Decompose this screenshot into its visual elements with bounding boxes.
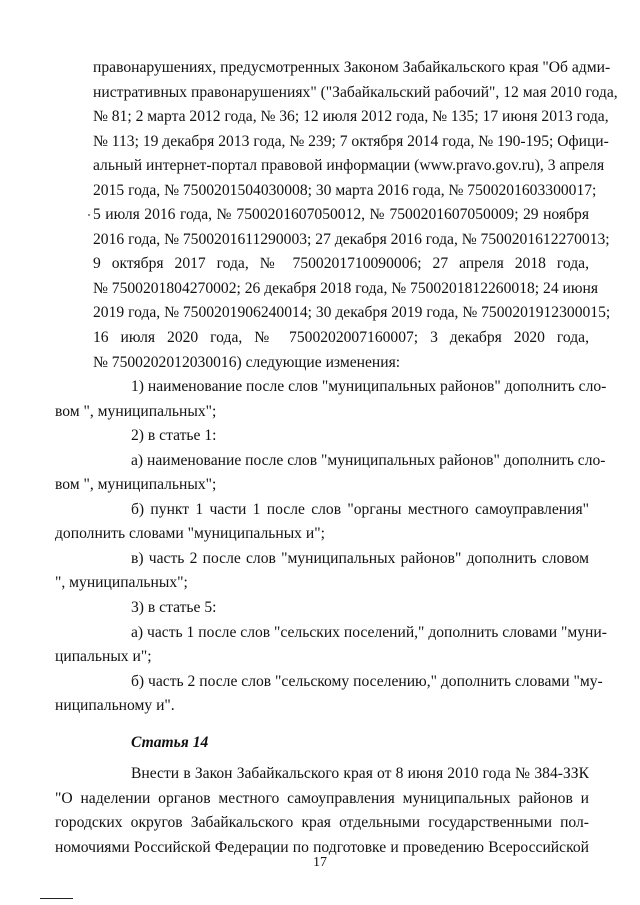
text-line: альный интернет-портал правовой информации (www.pravo.gov.ru), 3 апреля bbox=[93, 157, 605, 175]
text-line: 1) наименование после слов "муниципальных районов" дополнить сло- bbox=[131, 378, 607, 396]
text-line: 5 июля 2016 года, № 7500201607050012, № 7500201607050009; 29 ноября bbox=[93, 206, 589, 224]
paragraph-item-3 bbox=[93, 596, 589, 621]
page-number: 17 bbox=[313, 855, 327, 870]
text-line: вом ", муниципальных"; bbox=[55, 476, 217, 494]
text-line: дополнить словами "муниципальных и"; bbox=[55, 525, 325, 543]
article-heading: Статья 14 bbox=[131, 733, 209, 751]
corner-rule bbox=[40, 898, 73, 899]
text-line: нистративных правонарушениях" ("Забайкальский рабочий", 12 мая 2010 года, bbox=[93, 83, 618, 101]
text-line: 9 октября 2017 года, № 7500201710090006; 27 апреля 2018 года, bbox=[93, 255, 589, 273]
text-line: № 7500201804270002; 26 декабря 2018 года, № 7500201812260018; 24 июня bbox=[93, 279, 599, 297]
text-line: ниципальному и". bbox=[55, 697, 175, 715]
paragraph-item-3b bbox=[55, 670, 603, 719]
text-line: 2016 года, № 7500201611290003; 27 декабря 2016 года, № 7500201612270013; bbox=[93, 230, 610, 248]
paragraph-item-1 bbox=[55, 375, 607, 424]
text-line: 16 июля 2020 года, № 7500202007160007; 3 декабря 2020 года, bbox=[93, 329, 589, 347]
text-line: б) пункт 1 части 1 после слов "органы местного самоуправления" bbox=[131, 500, 589, 518]
scan-speck bbox=[88, 214, 90, 216]
text-line: городских округов Забайкальского края отдельными государственными пол- bbox=[55, 814, 589, 832]
paragraph-article-14 bbox=[55, 762, 589, 860]
paragraph-item-2a bbox=[55, 449, 606, 498]
text-line: в) часть 2 после слов "муниципальных районов" дополнить словом bbox=[131, 549, 589, 567]
text-line: № 7500202012030016) следующие изменения: bbox=[93, 353, 401, 371]
document-body bbox=[55, 56, 618, 861]
text-line: а) часть 1 после слов "сельских поселений," дополнить словами "муни- bbox=[131, 623, 607, 641]
text-line: 2015 года, № 7500201504030008; 30 марта 2016 года, № 7500201603300017; bbox=[93, 181, 597, 199]
paragraph-item-2 bbox=[93, 424, 589, 449]
text-line: 2019 года, № 7500201906240014; 30 декабря 2019 года, № 7500201912300015; bbox=[93, 304, 611, 322]
text-line: № 113; 19 декабря 2013 года, № 239; 7 октября 2014 года, № 190-195; Офици- bbox=[93, 132, 609, 150]
paragraph-item-2c bbox=[55, 547, 589, 596]
text-line: правонарушениях, предусмотренных Законом Забайкальского края "Об адми- bbox=[93, 59, 611, 76]
paragraph-amendment-intro bbox=[93, 56, 618, 375]
text-line: 2) в статье 1: bbox=[131, 427, 217, 445]
paragraph-item-3a bbox=[55, 621, 607, 670]
text-line: ципальных и"; bbox=[55, 648, 152, 666]
text-line: б) часть 2 после слов "сельскому поселению," дополнить словами "му- bbox=[131, 672, 603, 690]
text-line: № 81; 2 марта 2012 года, № 36; 12 июля 2012 года, № 135; 17 июня 2013 года, bbox=[93, 108, 609, 126]
text-line: номочиями Российской Федерации по подготовке и проведению Всероссийской bbox=[55, 838, 589, 856]
text-line: ", муниципальных"; bbox=[55, 574, 188, 592]
text-line: а) наименование после слов "муниципальных районов" дополнить сло- bbox=[131, 451, 606, 469]
text-line: вом ", муниципальных"; bbox=[55, 402, 217, 420]
text-line: Внести в Закон Забайкальского края от 8 июня 2010 года № 384-ЗЗК bbox=[131, 765, 589, 783]
paragraph-item-2b bbox=[55, 498, 589, 547]
text-line: 3) в статье 5: bbox=[131, 599, 217, 617]
text-line: "О наделении органов местного самоуправления муниципальных районов и bbox=[55, 789, 589, 807]
